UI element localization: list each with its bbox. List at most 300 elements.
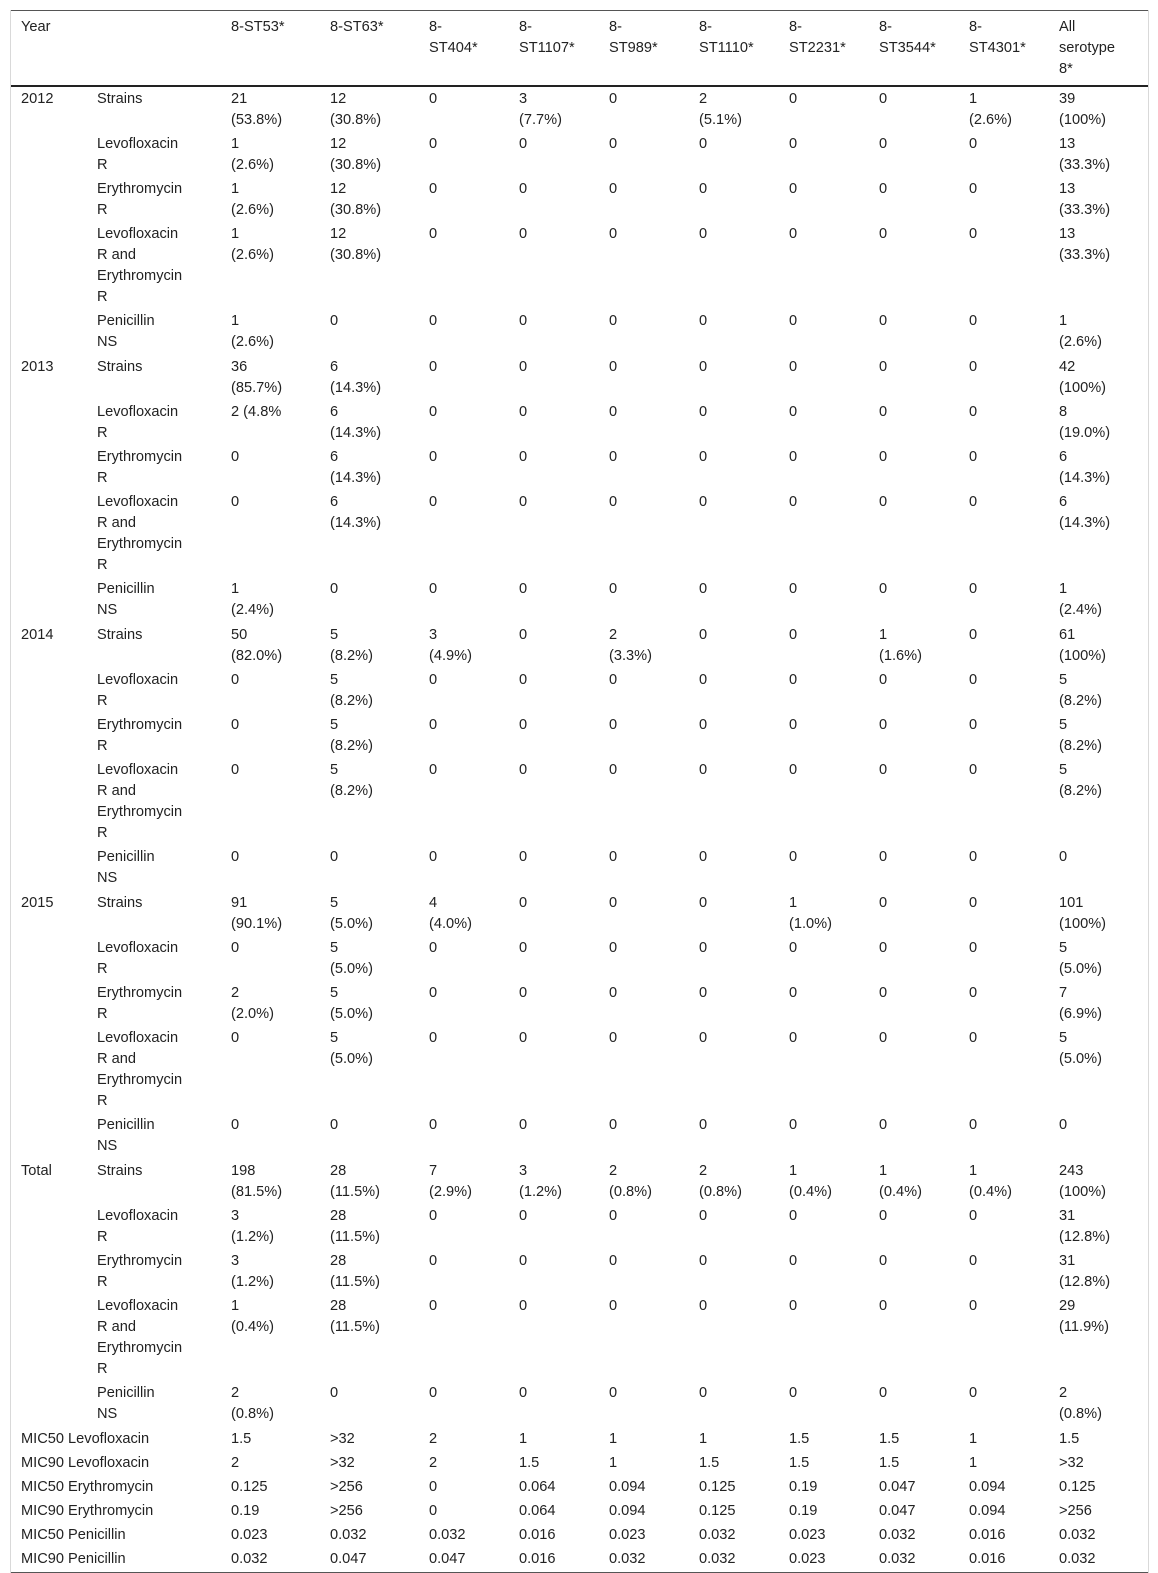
data-cell: 0 <box>969 672 978 688</box>
data-cell: 0.032 <box>879 1527 916 1543</box>
data-cell: 31 (12.8%) <box>1059 1253 1111 1290</box>
data-cell: >256 <box>1059 1503 1092 1519</box>
data-cell: 0 <box>789 762 798 778</box>
data-cell: 29 (11.9%) <box>1059 1298 1110 1335</box>
data-cell: 0 <box>699 762 708 778</box>
mic-label: MIC50 Penicillin <box>21 1527 126 1543</box>
data-cell: 198 (81.5%) <box>231 1163 283 1200</box>
data-cell: 2 <box>429 1455 438 1471</box>
data-cell: 0 <box>699 895 708 911</box>
data-cell: 0 <box>789 226 798 242</box>
data-cell: 0 <box>609 895 618 911</box>
empty-year-cell <box>11 1295 87 1382</box>
data-cell: 8 (19.0%) <box>1059 404 1111 441</box>
data-cell: 0 <box>699 717 708 733</box>
data-cell: 2 (5.1%) <box>699 91 742 128</box>
data-cell: 0.032 <box>1059 1527 1096 1543</box>
data-cell: 0 <box>519 313 528 329</box>
data-cell: 0 <box>969 849 978 865</box>
data-cell: 42 (100%) <box>1059 359 1107 396</box>
data-cell: 1 (0.4%) <box>969 1163 1012 1200</box>
data-cell: 0.047 <box>879 1503 916 1519</box>
data-cell: 2 (0.8%) <box>699 1163 742 1200</box>
data-cell: 0 <box>429 1030 438 1046</box>
data-cell: 0 <box>789 627 798 643</box>
data-cell: 0 <box>789 136 798 152</box>
header-st404: 8- ST404* <box>429 19 478 56</box>
data-cell: 1 <box>609 1455 618 1471</box>
year-cell: 2012 <box>21 91 54 107</box>
data-cell: 12 (30.8%) <box>330 226 382 263</box>
mic-label: MIC50 Levofloxacin <box>21 1431 150 1447</box>
data-cell: 1.5 <box>789 1455 810 1471</box>
data-cell: 6 (14.3%) <box>330 359 382 396</box>
row-label: Levofloxacin R and Erythromycin R <box>97 762 183 841</box>
data-cell: 0 <box>609 359 618 375</box>
data-cell: 6 (14.3%) <box>330 494 382 531</box>
data-cell: 0 <box>699 940 708 956</box>
empty-year-cell <box>11 178 87 223</box>
data-cell: 28 (11.5%) <box>330 1208 381 1245</box>
data-cell: 0 <box>330 1117 339 1133</box>
data-cell: 0 <box>519 895 528 911</box>
data-cell: 1 (2.4%) <box>1059 581 1102 618</box>
data-cell: 0 <box>879 91 888 107</box>
data-cell: 0 <box>330 581 339 597</box>
data-cell: 2 (0.8%) <box>1059 1385 1102 1422</box>
data-cell: 0 <box>609 581 618 597</box>
header-st53: 8-ST53* <box>231 19 285 35</box>
empty-year-cell <box>11 133 87 178</box>
data-cell: 0 <box>609 1117 618 1133</box>
data-cell: 1 (1.6%) <box>879 627 922 664</box>
row-label: Levofloxacin R and Erythromycin R <box>97 494 183 573</box>
data-cell: 1 (0.4%) <box>879 1163 922 1200</box>
mic-row <box>11 1452 1148 1476</box>
data-cell: 0 <box>879 136 888 152</box>
data-cell: 0 <box>699 672 708 688</box>
data-cell: 0 <box>789 313 798 329</box>
data-cell: 0 <box>879 226 888 242</box>
data-cell: 0 <box>699 404 708 420</box>
data-cell: 0.032 <box>429 1527 466 1543</box>
mic-label: MIC90 Penicillin <box>21 1551 126 1567</box>
data-cell: 0 <box>879 940 888 956</box>
header-st1107: 8- ST1107* <box>519 19 575 56</box>
data-cell: 0.19 <box>789 1479 818 1495</box>
data-cell: 0 <box>429 1503 438 1519</box>
data-cell: 1 (2.6%) <box>969 91 1012 128</box>
data-cell: 101 (100%) <box>1059 895 1107 932</box>
table-row <box>11 223 1148 310</box>
row-label: Erythromycin R <box>97 181 183 218</box>
data-cell: 0 <box>969 226 978 242</box>
data-cell: 0 <box>519 581 528 597</box>
data-cell: 28 (11.5%) <box>330 1253 381 1290</box>
data-cell: 1.5 <box>231 1431 252 1447</box>
data-cell: 0 <box>969 1253 978 1269</box>
table-row <box>11 1114 1148 1159</box>
data-cell: 0.032 <box>1059 1551 1096 1567</box>
data-cell: 0 <box>231 1117 240 1133</box>
data-cell: 0 <box>429 762 438 778</box>
data-cell: 0 <box>699 494 708 510</box>
data-cell: 0 <box>699 1385 708 1401</box>
data-cell: 0 <box>519 1117 528 1133</box>
data-cell: 0.023 <box>789 1551 826 1567</box>
data-cell: 0 <box>429 985 438 1001</box>
data-cell: 0 <box>699 313 708 329</box>
data-cell: 0 <box>879 359 888 375</box>
data-cell: 0 <box>789 91 798 107</box>
data-cell: 5 (8.2%) <box>330 717 373 754</box>
mic-row <box>11 1548 1148 1573</box>
data-cell: 0 <box>969 1030 978 1046</box>
table-row <box>11 982 1148 1027</box>
header-st3544: 8- ST3544* <box>879 19 936 56</box>
data-cell: 0 <box>519 940 528 956</box>
data-cell: 0 <box>789 940 798 956</box>
data-cell: 12 (30.8%) <box>330 136 382 173</box>
data-cell: 0 <box>429 849 438 865</box>
data-cell: 0 <box>879 181 888 197</box>
data-cell: 0 <box>969 985 978 1001</box>
data-cell: 0 <box>789 717 798 733</box>
data-cell: 0 <box>789 985 798 1001</box>
data-cell: 0 <box>429 1117 438 1133</box>
data-cell: 1 (2.6%) <box>231 226 274 263</box>
data-cell: 0 <box>1059 1117 1068 1133</box>
data-cell: 0 <box>789 449 798 465</box>
table-row <box>11 133 1148 178</box>
data-table-container <box>10 10 1149 1573</box>
data-cell: 5 (5.0%) <box>1059 1030 1102 1067</box>
data-cell: >32 <box>1059 1455 1084 1471</box>
data-cell: 6 (14.3%) <box>1059 494 1111 531</box>
data-cell: 0 <box>789 181 798 197</box>
mic-row <box>11 1500 1148 1524</box>
table-row <box>11 1382 1148 1427</box>
data-cell: 0 <box>519 672 528 688</box>
empty-year-cell <box>11 1114 87 1159</box>
data-cell: 0 <box>789 672 798 688</box>
data-cell: 0 <box>609 1208 618 1224</box>
data-cell: 3 (7.7%) <box>519 91 562 128</box>
data-cell: 2 (0.8%) <box>609 1163 652 1200</box>
data-cell: 0 <box>519 181 528 197</box>
empty-year-cell <box>11 982 87 1027</box>
data-cell: 0 <box>429 494 438 510</box>
data-cell: 1 (2.6%) <box>1059 313 1102 350</box>
data-cell: 1 <box>969 1455 978 1471</box>
header-all-serotype-8: All serotype 8* <box>1059 19 1115 77</box>
data-cell: 0.094 <box>969 1479 1006 1495</box>
data-cell: 5 (8.2%) <box>330 672 373 709</box>
data-cell: 0 <box>429 581 438 597</box>
data-cell: 0 <box>519 404 528 420</box>
mic-row <box>11 1476 1148 1500</box>
data-cell: 0 <box>879 1030 888 1046</box>
data-cell: 0 <box>969 895 978 911</box>
data-cell: 0 <box>231 449 240 465</box>
table-row <box>11 86 1148 133</box>
empty-year-cell <box>11 310 87 355</box>
data-cell: 28 (11.5%) <box>330 1298 381 1335</box>
data-cell: 0.125 <box>699 1503 736 1519</box>
data-cell: 0.19 <box>789 1503 818 1519</box>
empty-year-cell <box>11 714 87 759</box>
header-st1110: 8- ST1110* <box>699 19 754 56</box>
data-cell: 0 <box>879 985 888 1001</box>
data-cell: 91 (90.1%) <box>231 895 283 932</box>
data-cell: 0 <box>429 359 438 375</box>
data-cell: 0 <box>789 1385 798 1401</box>
data-cell: 36 (85.7%) <box>231 359 283 396</box>
data-cell: 0 <box>789 359 798 375</box>
data-cell: 3 (4.9%) <box>429 627 472 664</box>
data-cell: 1.5 <box>699 1455 720 1471</box>
empty-year-cell <box>11 1382 87 1427</box>
data-cell: 0 <box>519 717 528 733</box>
empty-year-cell <box>11 446 87 491</box>
row-label: Strains <box>97 1163 143 1179</box>
table-row <box>11 1159 1148 1205</box>
data-cell: 243 (100%) <box>1059 1163 1107 1200</box>
data-cell: 4 (4.0%) <box>429 895 472 932</box>
data-cell: 0 <box>429 1253 438 1269</box>
data-cell: 0 <box>609 136 618 152</box>
data-cell: 12 (30.8%) <box>330 91 382 128</box>
table-row <box>11 623 1148 669</box>
table-row <box>11 1295 1148 1382</box>
data-cell: 0 <box>969 762 978 778</box>
mic-row <box>11 1524 1148 1548</box>
data-cell: 0 <box>699 181 708 197</box>
data-cell: 2 (0.8%) <box>231 1385 274 1422</box>
data-cell: 0 <box>1059 849 1068 865</box>
data-cell: 0 <box>519 849 528 865</box>
data-cell: 39 (100%) <box>1059 91 1107 128</box>
header-st989: 8- ST989* <box>609 19 658 56</box>
data-cell: 3 (1.2%) <box>231 1253 274 1290</box>
data-cell: 0 <box>879 762 888 778</box>
data-cell: 0 <box>519 985 528 1001</box>
empty-year-cell <box>11 1205 87 1250</box>
data-cell: 1.5 <box>879 1455 900 1471</box>
data-cell: 5 (8.2%) <box>1059 717 1102 754</box>
row-label: Levofloxacin R <box>97 1208 179 1245</box>
data-cell: 0 <box>699 1253 708 1269</box>
data-cell: 0.125 <box>1059 1479 1096 1495</box>
data-cell: 1.5 <box>879 1431 900 1447</box>
header-st63: 8-ST63* <box>330 19 384 35</box>
data-cell: 0 <box>699 1030 708 1046</box>
row-label: Erythromycin R <box>97 449 183 486</box>
data-cell: 0 <box>879 494 888 510</box>
table-row <box>11 1250 1148 1295</box>
data-cell: 0 <box>789 1253 798 1269</box>
data-cell: 0 <box>789 494 798 510</box>
data-cell: 0 <box>879 313 888 329</box>
data-cell: 5 (8.2%) <box>330 627 373 664</box>
data-cell: 0.125 <box>231 1479 268 1495</box>
data-cell: 21 (53.8%) <box>231 91 283 128</box>
data-cell: 0 <box>699 359 708 375</box>
table-row <box>11 446 1148 491</box>
empty-year-cell <box>11 1250 87 1295</box>
header-row <box>11 11 1148 87</box>
row-label: Strains <box>97 91 143 107</box>
data-cell: 5 (8.2%) <box>330 762 373 799</box>
data-cell: 0 <box>519 1208 528 1224</box>
data-cell: 0 <box>519 762 528 778</box>
data-cell: 0 <box>699 1298 708 1314</box>
data-cell: 0.032 <box>609 1551 646 1567</box>
data-cell: 0 <box>879 581 888 597</box>
data-cell: 0 <box>879 404 888 420</box>
data-cell: 0.016 <box>519 1527 556 1543</box>
empty-year-cell <box>11 401 87 446</box>
data-cell: 0 <box>699 136 708 152</box>
table-row <box>11 578 1148 623</box>
data-cell: 28 (11.5%) <box>330 1163 381 1200</box>
data-cell: 50 (82.0%) <box>231 627 283 664</box>
data-cell: 7 (6.9%) <box>1059 985 1102 1022</box>
header-blank <box>87 11 221 87</box>
data-cell: 0 <box>879 449 888 465</box>
data-cell: 0 <box>231 849 240 865</box>
row-label: Levofloxacin R and Erythromycin R <box>97 226 183 305</box>
table-row <box>11 759 1148 846</box>
data-cell: 0 <box>519 627 528 643</box>
data-cell: 0 <box>609 91 618 107</box>
data-cell: 0 <box>969 313 978 329</box>
data-cell: 1 <box>609 1431 618 1447</box>
row-label: Penicillin NS <box>97 849 155 886</box>
data-cell: 0.032 <box>879 1551 916 1567</box>
row-label: Levofloxacin R and Erythromycin R <box>97 1030 183 1109</box>
data-cell: 0 <box>231 717 240 733</box>
data-cell: 0.047 <box>330 1551 367 1567</box>
data-cell: 0 <box>519 1385 528 1401</box>
data-cell: 0 <box>879 717 888 733</box>
row-label: Penicillin NS <box>97 1385 155 1422</box>
data-cell: 0 <box>429 717 438 733</box>
row-label: Strains <box>97 359 143 375</box>
header-st2231: 8- ST2231* <box>789 19 846 56</box>
data-cell: 0 <box>609 985 618 1001</box>
data-cell: 0 <box>519 136 528 152</box>
data-cell: 5 (5.0%) <box>330 940 373 977</box>
empty-year-cell <box>11 937 87 982</box>
data-cell: 0.032 <box>330 1527 367 1543</box>
data-cell: 6 (14.3%) <box>330 449 382 486</box>
data-cell: 0 <box>969 494 978 510</box>
data-cell: 1 (0.4%) <box>789 1163 832 1200</box>
data-cell: 61 (100%) <box>1059 627 1107 664</box>
data-cell: 0 <box>429 404 438 420</box>
table-row <box>11 846 1148 891</box>
data-cell: 5 (5.0%) <box>330 985 373 1022</box>
data-cell: 1 <box>969 1431 978 1447</box>
row-label: Erythromycin R <box>97 717 183 754</box>
data-cell: 2 (2.0%) <box>231 985 274 1022</box>
table-body <box>11 86 1148 1573</box>
data-cell: 0 <box>789 1208 798 1224</box>
mic-label: MIC50 Erythromycin <box>21 1479 154 1495</box>
data-cell: 0 <box>789 404 798 420</box>
table-row <box>11 669 1148 714</box>
data-cell: 0 <box>969 181 978 197</box>
data-cell: 0.016 <box>969 1551 1006 1567</box>
data-cell: 0 <box>330 1385 339 1401</box>
data-cell: 0 <box>519 1298 528 1314</box>
data-cell: 0 <box>969 581 978 597</box>
data-cell: 0 <box>429 181 438 197</box>
table-row <box>11 937 1148 982</box>
data-cell: 0 <box>609 494 618 510</box>
row-label: Penicillin NS <box>97 313 155 350</box>
data-cell: 2 (3.3%) <box>609 627 652 664</box>
resistance-table <box>11 10 1148 1573</box>
data-cell: 0 <box>231 672 240 688</box>
row-label: Levofloxacin R <box>97 672 179 709</box>
data-cell: 0 <box>519 226 528 242</box>
data-cell: 1.5 <box>789 1431 810 1447</box>
data-cell: 0 <box>429 226 438 242</box>
data-cell: 0 <box>231 494 240 510</box>
data-cell: 0 <box>609 717 618 733</box>
data-cell: 0 <box>429 1298 438 1314</box>
data-cell: 0 <box>609 313 618 329</box>
data-cell: 6 (14.3%) <box>1059 449 1111 486</box>
data-cell: 0 <box>789 1117 798 1133</box>
data-cell: 0.125 <box>699 1479 736 1495</box>
data-cell: 0 <box>879 1385 888 1401</box>
data-cell: 0 <box>609 849 618 865</box>
data-cell: 0 <box>609 1298 618 1314</box>
data-cell: 0 <box>519 494 528 510</box>
data-cell: 1.5 <box>1059 1431 1080 1447</box>
data-cell: 12 (30.8%) <box>330 181 382 218</box>
data-cell: 0 <box>519 449 528 465</box>
data-cell: 0.094 <box>969 1503 1006 1519</box>
header-year: Year <box>21 19 51 35</box>
row-label: Strains <box>97 627 143 643</box>
data-cell: 0 <box>429 449 438 465</box>
data-cell: 0 <box>609 181 618 197</box>
data-cell: 0 <box>879 849 888 865</box>
data-cell: 0 <box>789 849 798 865</box>
data-cell: 13 (33.3%) <box>1059 181 1111 218</box>
data-cell: 0 <box>879 1298 888 1314</box>
data-cell: 0 <box>789 1030 798 1046</box>
year-cell: Total <box>21 1163 52 1179</box>
data-cell: 0.016 <box>969 1527 1006 1543</box>
data-cell: 5 (8.2%) <box>1059 672 1102 709</box>
data-cell: 0 <box>969 359 978 375</box>
data-cell: 0 <box>699 1208 708 1224</box>
data-cell: 0 <box>231 762 240 778</box>
row-label: Levofloxacin R <box>97 136 179 173</box>
table-row <box>11 1027 1148 1114</box>
data-cell: 5 (5.0%) <box>330 1030 373 1067</box>
data-cell: 0.094 <box>609 1503 646 1519</box>
row-label: Penicillin NS <box>97 1117 155 1154</box>
data-cell: 0 <box>969 940 978 956</box>
data-cell: 0 <box>231 1030 240 1046</box>
row-label: Levofloxacin R <box>97 404 179 441</box>
